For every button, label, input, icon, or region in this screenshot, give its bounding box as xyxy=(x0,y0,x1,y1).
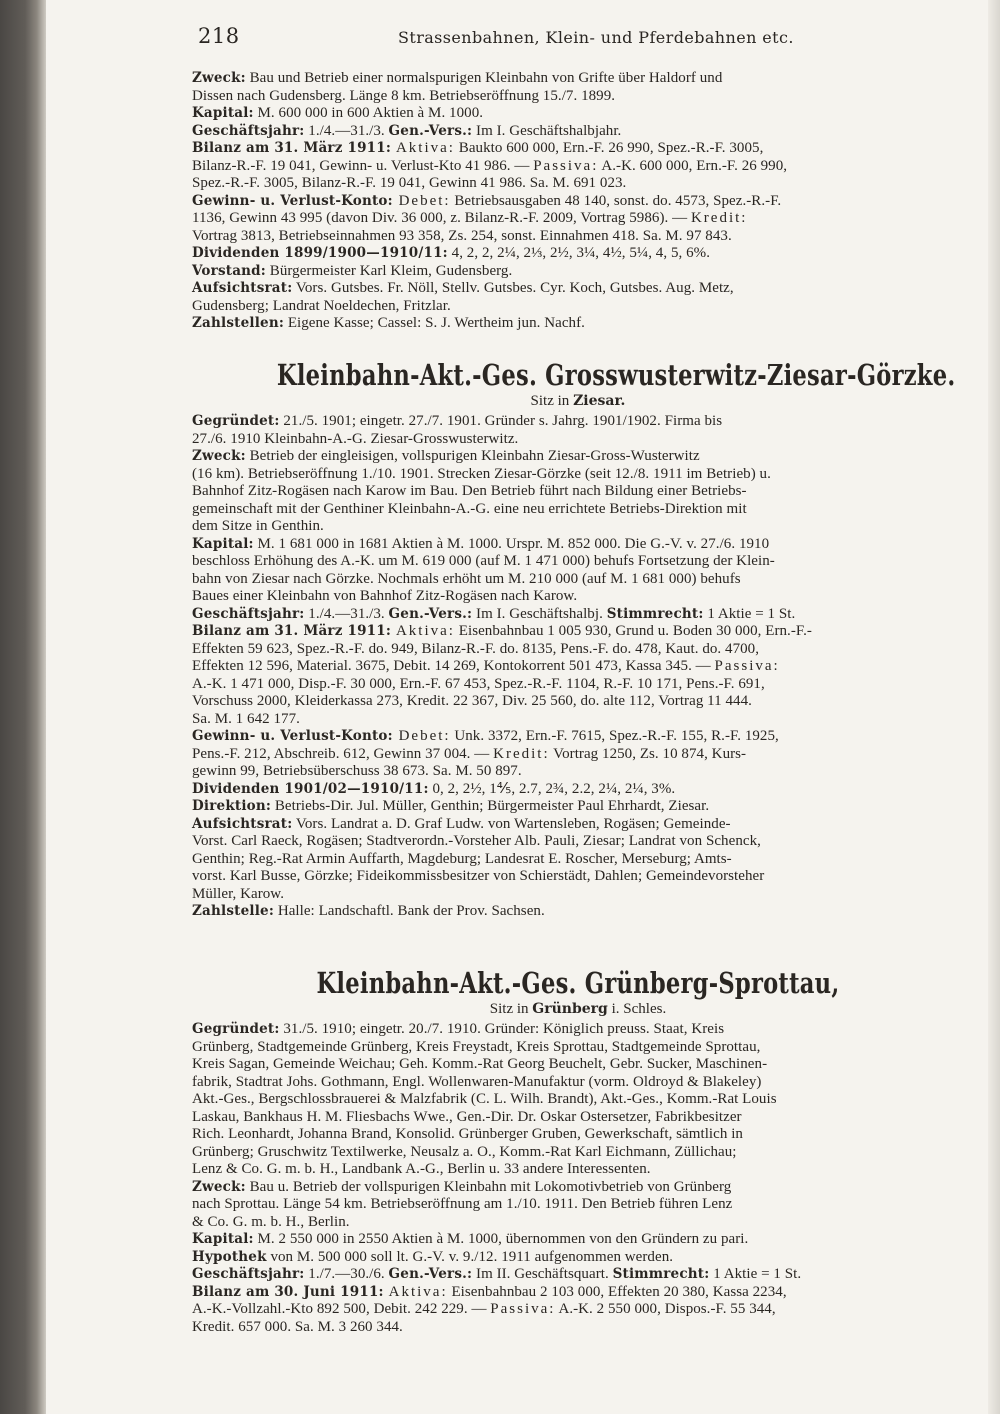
text-line xyxy=(192,431,964,449)
line-text: Effekten 12 596, Material. 3675, Debit. 14 269, Kontokorrent 501 473, Kassa 345. — xyxy=(192,658,715,674)
line-text: 1./4.—31./3. xyxy=(304,122,389,139)
text-line xyxy=(192,413,964,431)
line-text: Im II. Geschäftsquart. xyxy=(472,1266,613,1282)
text-line xyxy=(192,763,964,781)
line-text: Bahnhof Zitz-Rogäsen nach Karow im Bau. Den Betrieb führt nach Bildung einer Betriebs- xyxy=(192,483,747,499)
text-line xyxy=(192,868,964,886)
line-text: Im I. Geschäftshalbjahr. xyxy=(472,122,622,139)
text-line xyxy=(192,1074,964,1092)
line-text: Betrieb der eingleisigen, vollspurigen Kleinbahn Ziesar-Gross-Wusterwitz xyxy=(245,448,700,464)
company-title: Kleinbahn-Akt.-Ges. Grosswusterwitz-Ziesar-Görzke. xyxy=(276,358,956,392)
company-seat xyxy=(192,392,964,410)
text-line xyxy=(192,1144,964,1162)
keyword: Gewinn- u. Verlust-Konto: xyxy=(192,192,393,209)
line-text: Dissen nach Gudensberg. Länge 8 km. Betriebseröffnung 15./7. 1899. xyxy=(192,87,616,104)
text-line xyxy=(192,1196,964,1214)
text-line xyxy=(192,1039,964,1057)
keyword: Gewinn- u. Verlust-Konto: xyxy=(192,728,393,744)
line-text: Vortrag 1250, Zs. 10 874, Kurs- xyxy=(549,745,747,762)
text-line xyxy=(192,571,964,589)
keyword: Dividenden 1901/02—1910/11: xyxy=(192,780,429,797)
line-text: Pens.-F. 212, Abschreib. 612, Gewinn 37 004. — xyxy=(192,745,494,762)
line-text: Vors. Gutsbes. Fr. Nöll, Stellv. Gutsbes. Cyr. Koch, Gutsbes. Aug. Metz, xyxy=(292,280,734,296)
text-line xyxy=(192,140,964,158)
spaced-label: Debet: xyxy=(392,728,451,744)
keyword: Gegründet: xyxy=(192,1021,280,1037)
line-text: & Co. G. m. b. H., Berlin. xyxy=(192,1213,350,1230)
keyword: Gen.-Vers.: xyxy=(388,1266,473,1282)
line-text: Gudensberg; Landrat Noeldechen, Fritzlar. xyxy=(192,297,451,314)
text-line xyxy=(192,903,964,921)
text-line xyxy=(192,1266,964,1284)
line-text: Bau und Betrieb einer normalspurigen Kleinbahn von Grifte über Haldorf und xyxy=(245,70,723,86)
line-text: Rich. Leonhardt, Johanna Brand, Konsolid. Grünberger Gruben, Gewerkschaft, sämtlich in xyxy=(192,1126,743,1142)
line-text: Baues einer Kleinbahn von Bahnhof Zitz-Rogäsen nach Karow. xyxy=(192,588,578,604)
text-line xyxy=(192,1179,964,1197)
line-text: Vors. Landrat a. D. Graf Ludw. von Wartensleben, Rogäsen; Gemeinde- xyxy=(292,815,731,832)
keyword: Stimmrecht: xyxy=(606,605,704,622)
line-text: Laskau, Bankhaus H. M. Fliesbachs Wwe., Gen.-Dir. Dr. Oskar Ostersetzer, Fabrikbesitzer xyxy=(192,1108,742,1125)
text-line xyxy=(192,245,964,263)
page-binding-shadow xyxy=(0,0,46,1414)
text-line xyxy=(192,263,964,281)
keyword: Kapital: xyxy=(192,1231,254,1247)
keyword: Zweck: xyxy=(192,70,246,86)
entry-body xyxy=(192,413,964,921)
line-text: gemeinschaft mit der Genthiner Kleinbahn-A.-G. eine neu errichtete Betriebs-Direktion mit xyxy=(192,500,747,517)
line-text: M. 1 681 000 in 1681 Aktien à M. 1000. Urspr. M. 852 000. Die G.-V. v. 27./6. 1910 xyxy=(253,535,770,552)
line-text: A.-K. 600 000, Ern.-F. 26 990, xyxy=(598,157,788,174)
line-text: Akt.-Ges., Bergschlossbrauerei & Malzfabrik (C. L. Wilh. Brandt), Akt.-Ges., Komm.-Rat Louis xyxy=(192,1091,777,1107)
spaced-label: Debet: xyxy=(392,192,451,209)
spaced-label: Aktiva: xyxy=(383,1283,448,1300)
seat-prefix: Sitz in xyxy=(489,1001,533,1017)
line-text: 0, 2, 2½, 1⅘, 2.7, 2¾, 2.2, 2¼, 2¼, 3%. xyxy=(428,780,676,797)
line-text: bahn von Ziesar nach Görzke. Nochmals erhöht um M. 210 000 (auf M. 1 681 000) behufs xyxy=(192,570,741,587)
line-text: Eisenbahnbau 1 005 930, Grund u. Boden 30 000, Ern.-F.- xyxy=(454,623,812,639)
line-text: gewinn 99, Betriebsüberschuss 38 673. Sa. M. 50 897. xyxy=(192,763,522,779)
line-text: fabrik, Stadtrat Johs. Gothmann, Engl. Wollenwaren-Manufaktur (vorm. Oldroyd & Blakeley) xyxy=(192,1073,762,1090)
line-text: (16 km). Betriebseröffnung 1./10. 1901. Strecken Ziesar-Görzke (seit 12./8. 1911 im Betrieb) u. xyxy=(192,465,771,482)
spaced-label: Passiva: xyxy=(714,658,780,674)
text-line xyxy=(192,886,964,904)
line-text: Genthin; Reg.-Rat Armin Auffarth, Magdeburg; Landesrat E. Roscher, Merseburg; Amts- xyxy=(192,850,732,867)
text-line xyxy=(192,315,964,333)
spaced-label: Aktiva: xyxy=(391,623,455,639)
text-line xyxy=(192,1231,964,1249)
text-line xyxy=(192,70,964,88)
line-text: von M. 500 000 soll lt. G.-V. v. 9./12. 1911 aufgenommen werden. xyxy=(266,1248,674,1265)
keyword: Gen.-Vers.: xyxy=(388,605,473,622)
keyword: Stimmrecht: xyxy=(612,1266,710,1282)
line-text: nach Sprottau. Länge 54 km. Betriebseröffnung am 1./10. 1911. Den Betrieb führen Lenz xyxy=(192,1196,733,1212)
seat-prefix: Sitz in xyxy=(530,393,574,409)
text-line xyxy=(192,816,964,834)
page-edge xyxy=(988,0,1000,1414)
line-text: 27./6. 1910 Kleinbahn-A.-G. Ziesar-Grosswusterwitz. xyxy=(192,430,519,447)
running-title: Strassenbahnen, Klein- und Pferdebahnen etc. xyxy=(398,28,794,47)
spaced-label: Passiva: xyxy=(490,1301,556,1317)
line-text: Grünberg, Stadtgemeinde Grünberg, Kreis Freystadt, Kreis Sprottau, Stadtgemeinde Sprottau, xyxy=(192,1038,761,1055)
keyword: Geschäftsjahr: xyxy=(192,1266,305,1282)
spaced-label: Passiva: xyxy=(533,157,599,174)
keyword: Zahlstelle: xyxy=(192,903,275,919)
line-text: 4, 2, 2, 2¼, 2⅓, 2½, 3¼, 4½, 5¼, 4, 5, 6%. xyxy=(447,245,711,261)
text-line xyxy=(192,833,964,851)
line-text: Vorst. Carl Raeck, Rogäsen; Stadtverordn.-Vorsteher Alb. Pauli, Ziesar; Landrat von Schenck, xyxy=(192,833,761,849)
keyword: Zweck: xyxy=(192,448,246,464)
keyword: Gen.-Vers.: xyxy=(388,122,473,139)
entry-body xyxy=(192,70,964,333)
text-line xyxy=(192,105,964,123)
line-text: Im I. Geschäftshalbj. xyxy=(472,605,607,622)
line-text: Kredit. 657 000. Sa. M. 3 260 344. xyxy=(192,1318,403,1335)
company-title: Kleinbahn-Akt.-Ges. Grünberg-Sprottau, xyxy=(316,966,840,1000)
keyword: Bilanz am 30. Juni 1911: xyxy=(192,1283,384,1300)
spaced-label: Aktiva: xyxy=(391,140,455,156)
line-text: Vortrag 3813, Betriebseinnahmen 93 358, Zs. 254, sonst. Einnahmen 418. Sa. M. 97 843. xyxy=(192,227,732,244)
text-line xyxy=(192,1161,964,1179)
text-line xyxy=(192,1109,964,1127)
text-line xyxy=(192,483,964,501)
line-text: Baukto 600 000, Ern.-F. 26 990, Spez.-R.-F. 3005, xyxy=(454,140,764,156)
text-line xyxy=(192,588,964,606)
text-line xyxy=(192,536,964,554)
line-text: Bau u. Betrieb der vollspurigen Kleinbahn mit Lokomotivbetrieb von Grünberg xyxy=(245,1178,732,1195)
text-line xyxy=(192,123,964,141)
line-text: Grünberg; Gruschwitz Textilwerke, Neusalz a. O., Komm.-Rat Karl Eichmann, Züllichau; xyxy=(192,1143,737,1160)
text-line xyxy=(192,228,964,246)
line-text: Unk. 3372, Ern.-F. 7615, Spez.-R.-F. 155, R.-F. 1925, xyxy=(450,728,779,744)
keyword: Zahlstellen: xyxy=(192,315,285,331)
text-line xyxy=(192,641,964,659)
keyword: Gegründet: xyxy=(192,413,280,429)
text-line xyxy=(192,298,964,316)
line-text: 1./4.—31./3. xyxy=(304,605,389,622)
keyword: Aufsichtsrat: xyxy=(192,815,293,832)
page-number: 218 xyxy=(198,24,240,48)
keyword: Zweck: xyxy=(192,1178,246,1195)
line-text: Betriebs-Dir. Jul. Müller, Genthin; Bürgermeister Paul Ehrhardt, Ziesar. xyxy=(271,798,710,814)
line-text: 1136, Gewinn 43 995 (davon Div. 36 000, z. Bilanz-R.-F. 2009, Vortrag 5986). — xyxy=(192,210,691,226)
text-line xyxy=(192,676,964,694)
text-line xyxy=(192,781,964,799)
text-line xyxy=(192,851,964,869)
line-text: Sa. M. 1 642 177. xyxy=(192,710,300,727)
text-line xyxy=(192,728,964,746)
line-text: Bilanz-R.-F. 19 041, Gewinn- u. Verlust-Kto 41 986. — xyxy=(192,157,534,174)
text-line xyxy=(192,711,964,729)
line-text: Bürgermeister Karl Kleim, Gudensberg. xyxy=(265,262,513,279)
text-line xyxy=(192,448,964,466)
line-text: 21./5. 1901; eingetr. 27./7. 1901. Gründer s. Jahrg. 1901/1902. Firma bis xyxy=(279,413,723,429)
company-seat xyxy=(192,1000,964,1018)
text-line xyxy=(192,1284,964,1302)
entry-grosswusterwitz-ziesar-goerzke xyxy=(192,358,964,921)
text-line xyxy=(192,746,964,764)
text-line xyxy=(192,623,964,641)
text-line xyxy=(192,1319,964,1337)
seat-city: Grünberg xyxy=(532,1001,608,1017)
line-text: dem Sitze in Genthin. xyxy=(192,518,324,534)
text-line xyxy=(192,1021,964,1039)
line-text: M. 2 550 000 in 2550 Aktien à M. 1000, übernommen von den Gründern zu pari. xyxy=(253,1231,749,1247)
keyword: Bilanz am 31. März 1911: xyxy=(192,623,392,639)
entry-grifte-gudensberg xyxy=(192,70,964,333)
text-line xyxy=(192,1056,964,1074)
line-text: vorst. Karl Busse, Görzke; Fideikommissbesitzer von Schierstädt, Dahlen; Gemeindevorsteher xyxy=(192,868,765,884)
text-line xyxy=(192,1214,964,1232)
text-line xyxy=(192,210,964,228)
line-text: Betriebsausgaben 48 140, sonst. do. 4573, Spez.-R.-F. xyxy=(450,192,782,209)
text-line xyxy=(192,501,964,519)
text-line xyxy=(192,193,964,211)
line-text: M. 600 000 in 600 Aktien à M. 1000. xyxy=(253,105,484,121)
line-text: Spez.-R.-F. 3005, Bilanz-R.-F. 19 041, Gewinn 41 986. Sa. M. 691 023. xyxy=(192,175,627,191)
line-text: 31./5. 1910; eingetr. 20./7. 1910. Gründer: Königlich preuss. Staat, Kreis xyxy=(279,1021,725,1037)
keyword: Bilanz am 31. März 1911: xyxy=(192,140,392,156)
line-text: A.-K. 1 471 000, Disp.-F. 30 000, Ern.-F. 67 453, Spez.-R.-F. 1104, R.-F. 10 171, Pens.-F. 691, xyxy=(192,675,765,692)
text-line xyxy=(192,158,964,176)
text-line xyxy=(192,658,964,676)
text-line xyxy=(192,693,964,711)
text-line xyxy=(192,1249,964,1267)
text-line xyxy=(192,466,964,484)
line-text: Effekten 59 623, Spez.-R.-F. do. 949, Bilanz-R.-F. do. 8135, Pens.-F. do. 478, Kaut. do. 4700, xyxy=(192,640,760,657)
text-line xyxy=(192,1091,964,1109)
keyword: Geschäftsjahr: xyxy=(192,122,305,139)
line-text: Kreis Sagan, Gemeinde Weichau; Geh. Komm.-Rat Georg Beuchelt, Gebr. Sucker, Maschinen- xyxy=(192,1056,768,1072)
text-line xyxy=(192,280,964,298)
keyword: Direktion: xyxy=(192,798,272,814)
spaced-label: Kredit: xyxy=(690,210,748,226)
text-line xyxy=(192,88,964,106)
text-line xyxy=(192,518,964,536)
keyword: Vorstand: xyxy=(192,262,266,279)
line-text: Eisenbahnbau 2 103 000, Effekten 20 380, Kassa 2234, xyxy=(447,1283,787,1300)
keyword: Hypothek xyxy=(192,1248,267,1265)
text-line xyxy=(192,798,964,816)
keyword: Kapital: xyxy=(192,535,254,552)
text-line xyxy=(192,1301,964,1319)
entry-body xyxy=(192,1021,964,1336)
line-text: Eigene Kasse; Cassel: S. J. Wertheim jun. Nachf. xyxy=(284,315,585,331)
entry-gruenberg-sprottau xyxy=(192,966,964,1336)
line-text: 1./7.—30./6. xyxy=(304,1266,389,1282)
line-text: 1 Aktie = 1 St. xyxy=(709,1266,802,1282)
line-text: Müller, Karow. xyxy=(192,885,285,902)
seat-city: Ziesar. xyxy=(573,393,626,409)
text-line xyxy=(192,1126,964,1144)
keyword: Geschäftsjahr: xyxy=(192,605,305,622)
line-text: A.-K.-Vollzahl.-Kto 892 500, Debit. 242 229. — xyxy=(192,1301,491,1317)
line-text: Halle: Landschaftl. Bank der Prov. Sachsen. xyxy=(274,903,545,919)
text-line xyxy=(192,175,964,193)
spaced-label: Kredit: xyxy=(493,745,550,762)
text-line xyxy=(192,606,964,624)
line-text: Vorschuss 2000, Kleiderkassa 273, Kredit. 22 367, Div. 25 560, do. alte 112, Vortrag 11 444. xyxy=(192,693,752,709)
line-text: A.-K. 2 550 000, Dispos.-F. 55 344, xyxy=(555,1301,776,1317)
page-header xyxy=(198,18,978,52)
keyword: Dividenden 1899/1900—1910/11: xyxy=(192,245,448,261)
line-text: Lenz & Co. G. m. b. H., Landbank A.-G., Berlin u. 33 andere Interessenten. xyxy=(192,1161,651,1177)
line-text: 1 Aktie = 1 St. xyxy=(703,605,796,622)
keyword: Kapital: xyxy=(192,105,254,121)
seat-suffix: i. Schles. xyxy=(607,1001,667,1017)
keyword: Aufsichtsrat: xyxy=(192,280,293,296)
text-line xyxy=(192,553,964,571)
line-text: beschloss Erhöhung des A.-K. um M. 619 000 (auf M. 1 471 000) behufs Fortsetzung der Klein- xyxy=(192,553,775,569)
